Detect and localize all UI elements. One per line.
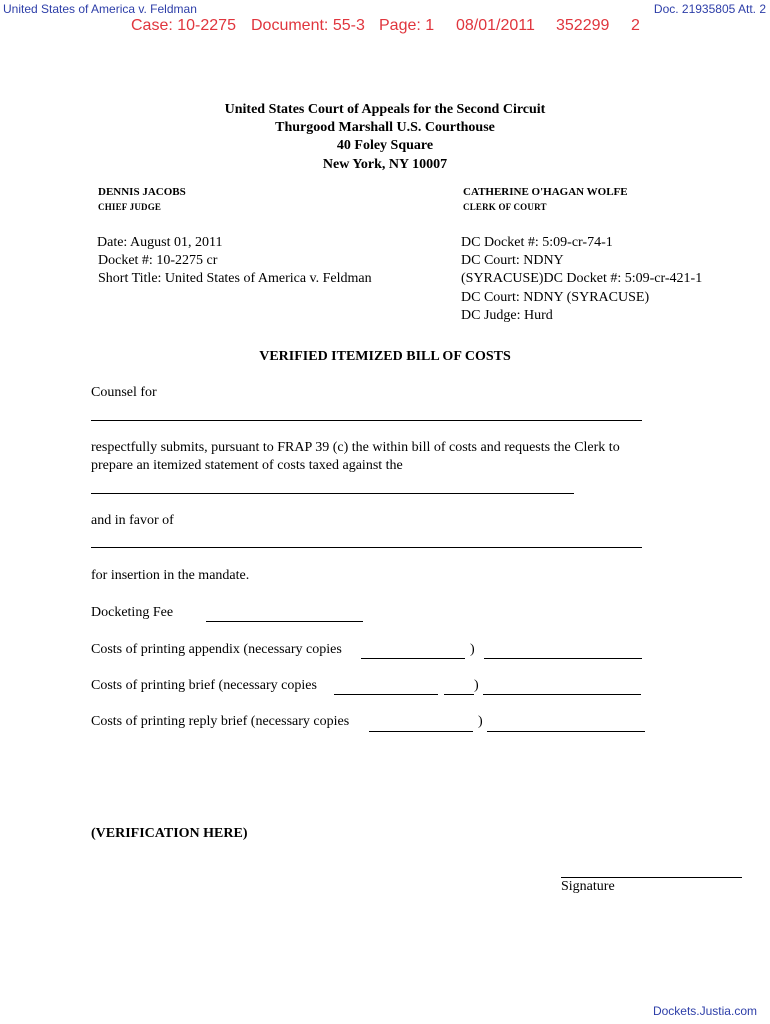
info-dc-docket: DC Docket #: 5:09-cr-74-1 <box>461 235 613 250</box>
info-dc-judge: DC Judge: Hurd <box>461 308 553 323</box>
header-case-title-link[interactable]: United States of America v. Feldman <box>3 2 197 16</box>
respectfully-line-1: respectfully submits, pursuant to FRAP 39 (c) the within bill of costs and requests the Clerk to <box>91 440 620 455</box>
bar-page: Page: 1 <box>379 17 435 34</box>
reply-brief-close-paren: ) <box>478 714 483 729</box>
verification-heading: (VERIFICATION HERE) <box>91 826 248 841</box>
in-favor-blank[interactable] <box>91 547 642 548</box>
clerk-title: CLERK OF COURT <box>463 202 547 212</box>
reply-brief-label: Costs of printing reply brief (necessary copies <box>91 714 350 729</box>
brief-copies-blank-2[interactable] <box>444 694 474 695</box>
info-dc-court-2: DC Court: NDNY (SYRACUSE) <box>461 290 650 305</box>
counsel-for-label: Counsel for <box>91 385 157 400</box>
reply-brief-amount-blank[interactable] <box>487 731 645 732</box>
court-city: New York, NY 10007 <box>322 157 448 172</box>
insertion-text: for insertion in the mandate. <box>91 568 250 583</box>
docketing-fee-blank[interactable] <box>206 621 363 622</box>
court-street: 40 Foley Square <box>336 138 434 153</box>
bar-document: Document: 55-3 <box>251 17 365 34</box>
bar-case: Case: 10-2275 <box>131 17 236 34</box>
clerk-name: CATHERINE O'HAGAN WOLFE <box>463 186 628 198</box>
info-date: Date: August 01, 2011 <box>97 235 223 250</box>
info-docket: Docket #: 10-2275 cr <box>98 253 218 268</box>
court-name: United States Court of Appeals for the Second Circuit <box>224 102 546 117</box>
form-title: VERIFIED ITEMIZED BILL OF COSTS <box>259 349 511 364</box>
footer-justia-link[interactable]: Dockets.Justia.com <box>652 1004 757 1018</box>
info-short-title: Short Title: United States of America v. Feldman <box>98 271 372 286</box>
brief-label: Costs of printing brief (necessary copies <box>91 678 317 693</box>
brief-close-paren: ) <box>474 678 479 693</box>
brief-copies-blank[interactable] <box>334 694 438 695</box>
counsel-for-blank[interactable] <box>91 420 642 421</box>
appendix-close-paren: ) <box>470 642 475 657</box>
docketing-fee-label: Docketing Fee <box>91 605 174 620</box>
appendix-label: Costs of printing appendix (necessary copies <box>91 642 342 657</box>
appendix-copies-blank[interactable] <box>361 658 465 659</box>
taxed-against-blank[interactable] <box>91 493 574 494</box>
brief-amount-blank[interactable] <box>483 694 641 695</box>
respectfully-line-2: prepare an itemized statement of costs taxed against the <box>91 458 403 473</box>
chief-judge-title: CHIEF JUDGE <box>98 202 162 212</box>
bar-date: 08/01/2011 <box>456 17 535 34</box>
bar-pages: 2 <box>631 17 640 34</box>
header-doc-number: Doc. 21935805 Att. 2 <box>653 2 766 16</box>
info-dc-court: DC Court: NDNY <box>461 253 564 268</box>
info-syracuse-docket: (SYRACUSE)DC Docket #: 5:09-cr-421-1 <box>461 271 703 286</box>
court-building: Thurgood Marshall U.S. Courthouse <box>275 120 495 135</box>
signature-label: Signature <box>561 879 615 894</box>
chief-judge-name: DENNIS JACOBS <box>98 186 186 198</box>
bar-id: 352299 <box>556 17 610 34</box>
signature-blank[interactable] <box>561 877 742 878</box>
appendix-amount-blank[interactable] <box>484 658 642 659</box>
in-favor-label: and in favor of <box>91 513 174 528</box>
reply-brief-copies-blank[interactable] <box>369 731 473 732</box>
